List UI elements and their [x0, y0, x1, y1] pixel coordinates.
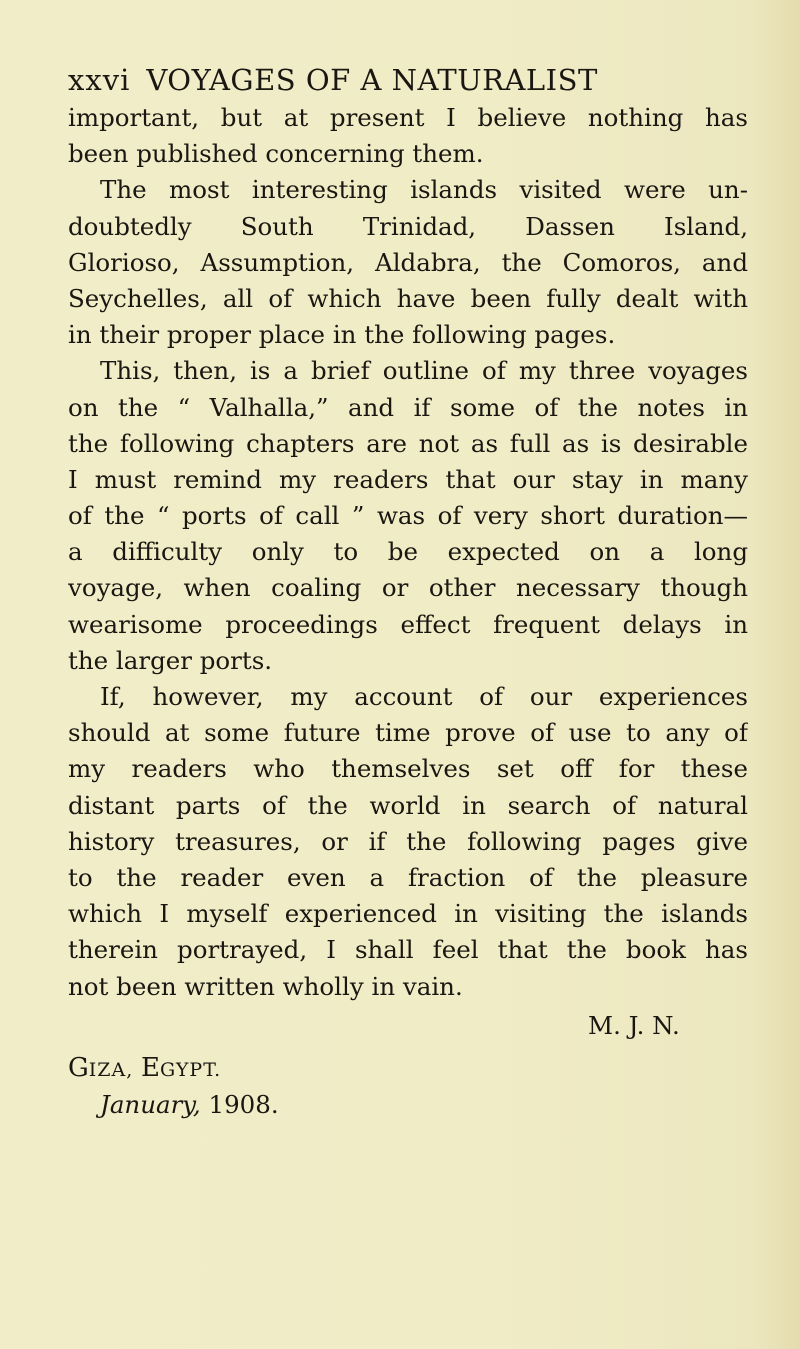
place-line — [68, 1050, 221, 1088]
body-line: in their proper place in the following pages. — [68, 320, 616, 350]
body-line: distant parts of the world in search of natural — [68, 790, 748, 820]
place-country-rest: GYPT. — [160, 1059, 222, 1081]
body-line: the larger ports. — [68, 645, 273, 675]
body-line: Seychelles, all of which have been fully dealt with — [68, 283, 748, 313]
body-line: of the “ ports of call ” was of very short duration— — [68, 501, 748, 531]
body-line: a difficulty only to be expected on a long — [68, 537, 748, 567]
body-line: not been written wholly in vain. — [68, 971, 463, 1001]
running-title: VOYAGES OF A NATURALIST — [146, 63, 598, 97]
place-city-rest: IZA, — [88, 1059, 134, 1081]
body-line: which I myself experienced in visiting the islands — [68, 899, 748, 929]
body-line: on the “ Valhalla,” and if some of the notes in — [68, 392, 748, 422]
body-line: should at some future time prove of use to any of — [68, 718, 748, 748]
signature: M. J. N. — [588, 1011, 680, 1040]
body-line: my readers who themselves set off for these — [68, 754, 748, 784]
body-line: important, but at present I believe nothing has — [68, 103, 748, 132]
body-line: This, then, is a brief outline of my three voyages — [100, 356, 748, 386]
date-line — [100, 1087, 279, 1123]
body-line: the following chapters are not as full as is desirable — [68, 428, 748, 458]
date-month: January, — [100, 1090, 201, 1119]
place-city-initial: G — [68, 1053, 89, 1083]
page-number: xxvi — [68, 63, 131, 97]
body-line: to the reader even a fraction of the pleasure — [68, 862, 748, 892]
body-line: voyage, when coaling or other necessary though — [68, 573, 748, 603]
body-line: history treasures, or if the following pages give — [68, 826, 748, 856]
date-year: 1908. — [208, 1090, 279, 1119]
body-line: doubtedly South Trinidad, Dassen Island, — [68, 211, 748, 241]
page-header — [68, 60, 748, 100]
place-country-initial: E — [141, 1053, 161, 1083]
body-line: Glorioso, Assumption, Aldabra, the Comoros, and — [68, 247, 748, 277]
body-line: I must remind my readers that our stay in many — [68, 464, 748, 494]
body-line: therein portrayed, I shall feel that the book has — [68, 935, 748, 965]
body-line: The most interesting islands visited were un- — [100, 175, 748, 205]
body-text — [68, 100, 748, 1005]
body-line: been published concerning them. — [68, 139, 484, 169]
body-line: If, however, my account of our experiences — [100, 682, 748, 711]
body-line: wearisome proceedings effect frequent delays in — [68, 609, 748, 639]
